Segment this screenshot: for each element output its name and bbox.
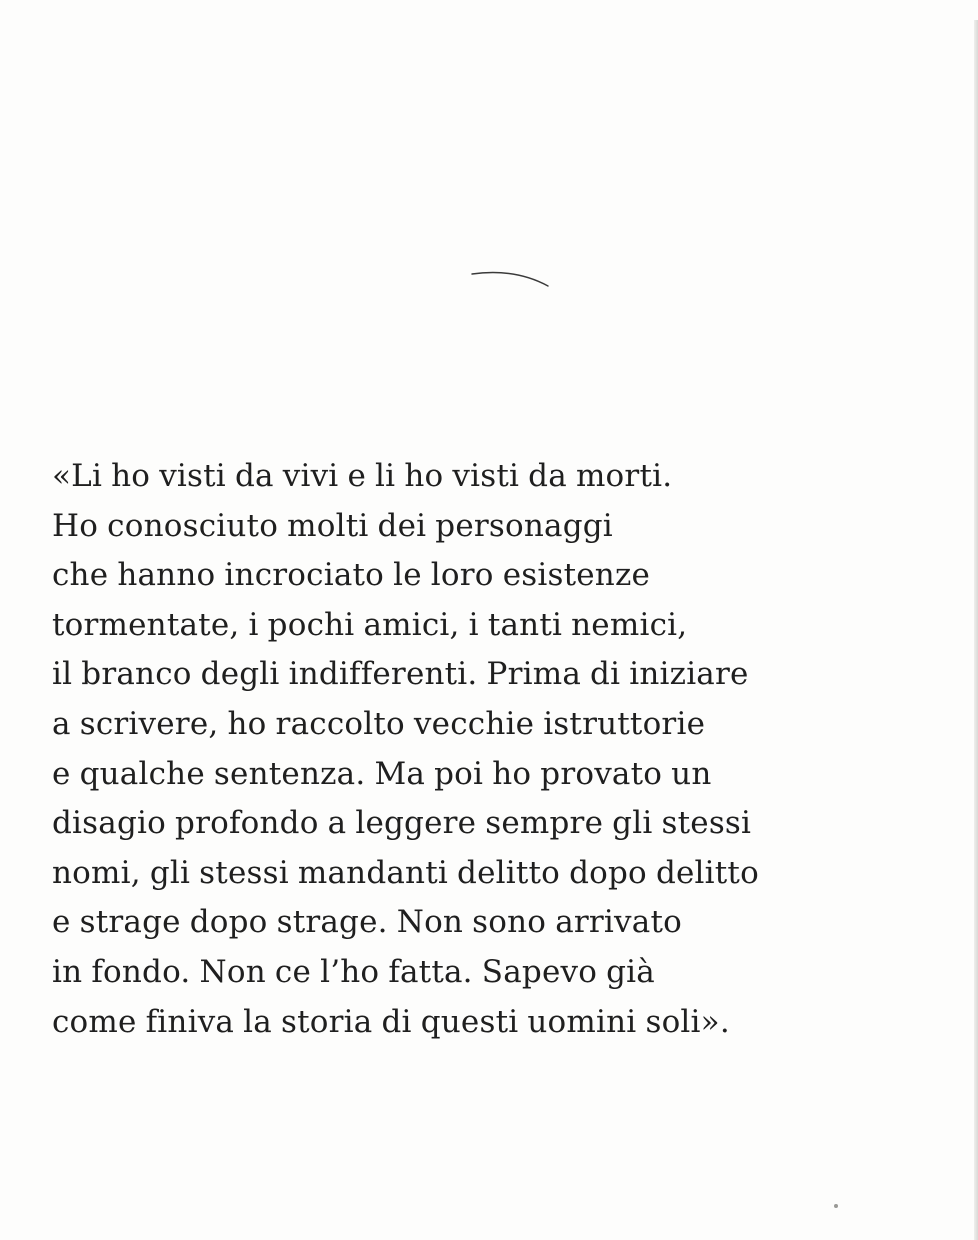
quote-line: e qualche sentenza. Ma poi ho provato un <box>52 755 712 792</box>
quote-line: e strage dopo strage. Non sono arrivato <box>52 904 682 941</box>
quote-line: «Li ho visti da vivi e li ho visti da morti. <box>52 458 673 494</box>
scratch-mark <box>470 266 560 296</box>
quote-line: nomi, gli stessi mandanti delitto dopo delitto <box>52 854 759 891</box>
quote-line: in fondo. Non ce l’ho fatta. Sapevo già <box>52 953 655 990</box>
paper-speck <box>834 1204 838 1208</box>
quote-line: il branco degli indifferenti. Prima di iniziare <box>52 656 749 693</box>
quote-line: come finiva la storia di questi uomini soli». <box>52 1003 730 1040</box>
quote-line: disagio profondo a leggere sempre gli stessi <box>52 805 752 842</box>
page-edge-shadow <box>974 20 978 1240</box>
quote-line: tormentate, i pochi amici, i tanti nemici, <box>52 606 688 643</box>
quote-text <box>52 452 952 1047</box>
quote-line: a scrivere, ho raccolto vecchie istruttorie <box>52 705 706 742</box>
quote-line: che hanno incrociato le loro esistenze <box>52 557 651 594</box>
quote-line: Ho conosciuto molti dei personaggi <box>52 507 613 544</box>
